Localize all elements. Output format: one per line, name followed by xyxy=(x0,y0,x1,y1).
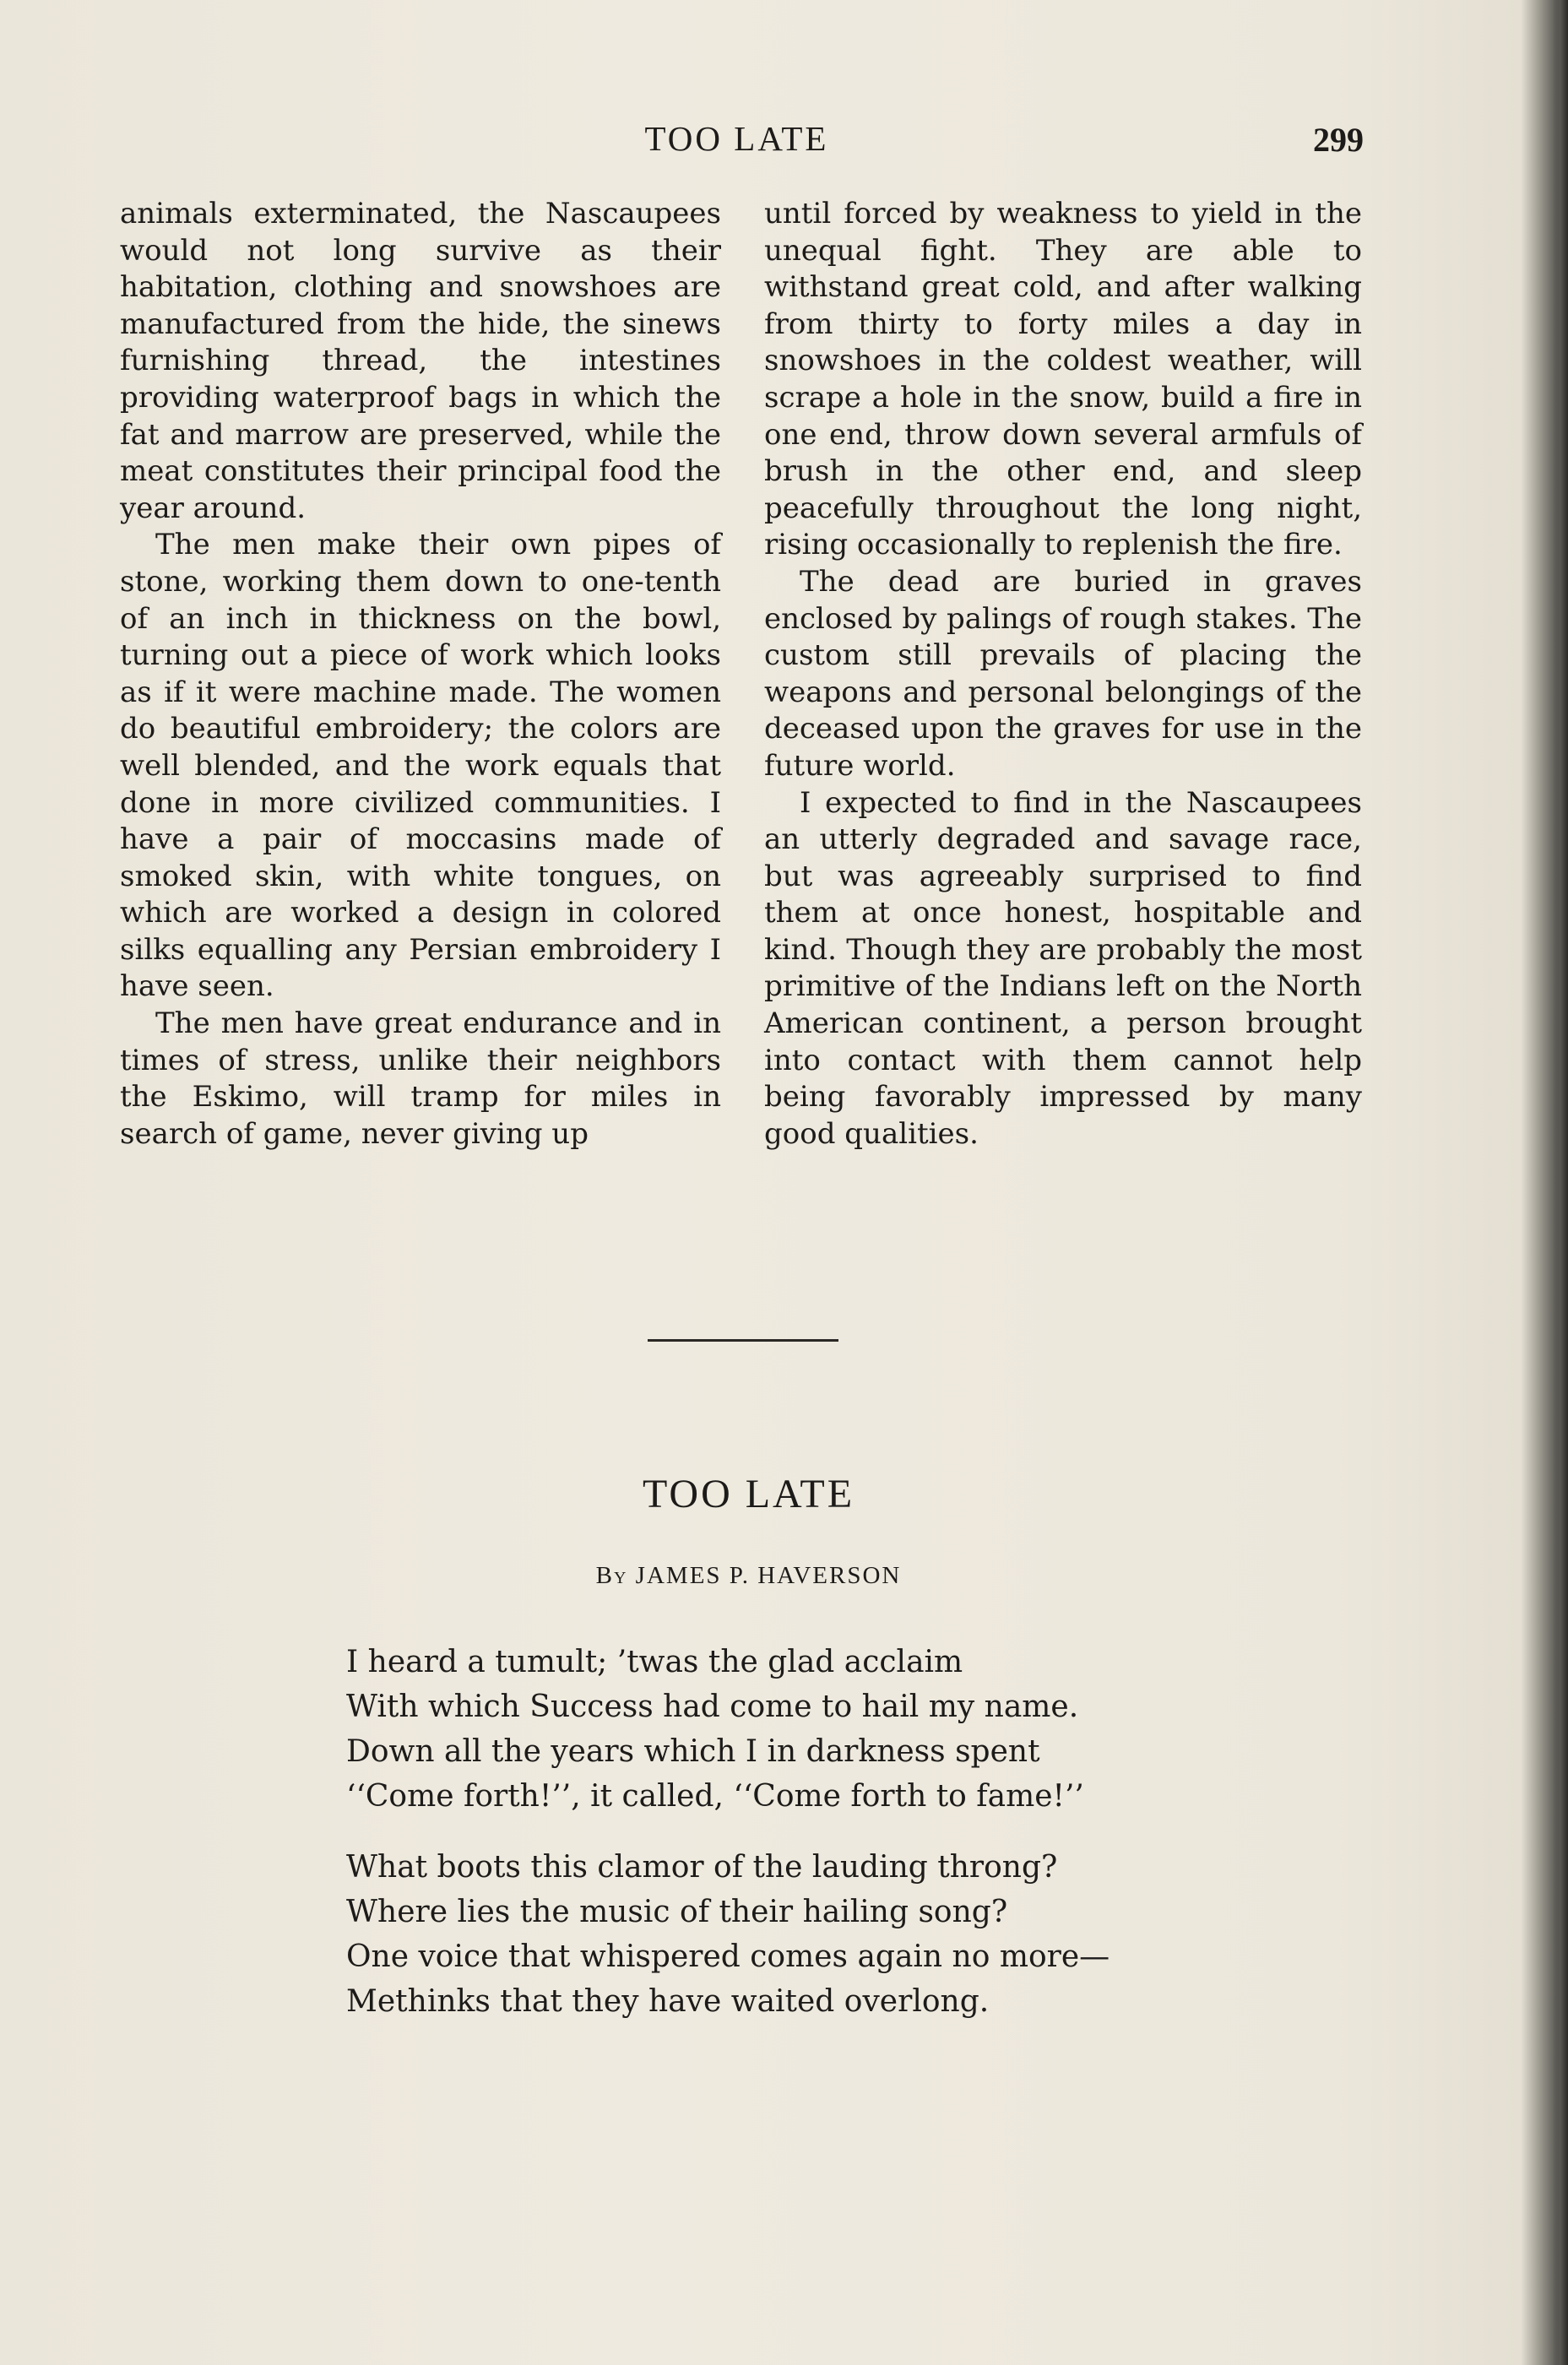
right-column xyxy=(764,196,1362,1153)
left-column xyxy=(120,196,721,1153)
poem-title: TOO LATE xyxy=(642,1472,855,1516)
poem-byline: By JAMES P. HAVERSON xyxy=(595,1562,902,1589)
poem-line: I heard a tumult; ’twas the glad acclaim xyxy=(346,1645,963,1679)
poem-stanza xyxy=(346,1845,1191,2024)
paragraph: The dead are buried in graves enclosed by palings of rough stakes. The custom still prevails of placing the weapons and personal belongings of the deceased upon the graves for use in the future world. xyxy=(764,564,1362,783)
paragraph: The men make their own pipes of stone, working them down to one-tenth of an inch in thickness on the bowl, turning out a piece of work which looks as if it were machine made. The women do beautiful embroidery; the colors are well blended, and the work equals that done in more civilized communities. I have a pair of moccasins made of smoked skin, with white tongues, on which are worked a design in colored silks equalling any Persian embroidery I have seen. xyxy=(120,528,721,1004)
running-title: TOO LATE xyxy=(644,119,829,158)
article-columns xyxy=(120,196,1364,1209)
poem-line: One voice that whispered comes again no more— xyxy=(346,1939,1110,1974)
paragraph: until forced by weakness to yield in the unequal fight. They are able to withstand great cold, and after walking from thirty to forty miles a day in snowshoes in the coldest weather, will scrape a hole in the snow, build a fire in one end, throw down several armfuls of brush in the other end, and sleep peacefully throughout the long night, rising occasionally to replenish the fire. xyxy=(764,197,1362,562)
running-head xyxy=(0,118,1568,169)
poem-line: Down all the years which I in darkness spent xyxy=(346,1734,1040,1769)
poem-line: Where lies the music of their hailing song? xyxy=(346,1895,1008,1929)
poem-stanza xyxy=(346,1640,1191,1819)
poem-line: Methinks that they have waited overlong. xyxy=(346,1984,990,2019)
page-edge-shadow xyxy=(1553,0,1568,2365)
poem-line: What boots this clamor of the lauding throng? xyxy=(346,1850,1058,1885)
poem-line: ‘‘Come forth!’’, it called, ‘‘Come forth to fame!’’ xyxy=(346,1779,1084,1814)
paragraph: I expected to find in the Nascaupees an utterly degraded and savage race, but was agreeably surprised to find them at once honest, hospitable and kind. Though they are probably the most primitive of the Indians left on the North American continent, a person brought into contact with them cannot help being favorably impressed by many good qualities. xyxy=(764,785,1362,1151)
section-divider xyxy=(648,1339,838,1342)
paragraph: The men have great endurance and in times of stress, unlike their neighbors the Eskimo, will tramp for miles in search of game, never giving up xyxy=(120,1006,721,1151)
page-number: 299 xyxy=(1313,121,1364,159)
poem-line: With which Success had come to hail my name. xyxy=(346,1690,1079,1724)
paragraph: animals exterminated, the Nascaupees would not long survive as their habitation, clothing and snowshoes are manufactured from the hide, the sinews furnishing thread, the intestines providing waterproof bags in which the fat and marrow are preserved, while the meat constitutes their principal food the year around. xyxy=(120,197,721,525)
